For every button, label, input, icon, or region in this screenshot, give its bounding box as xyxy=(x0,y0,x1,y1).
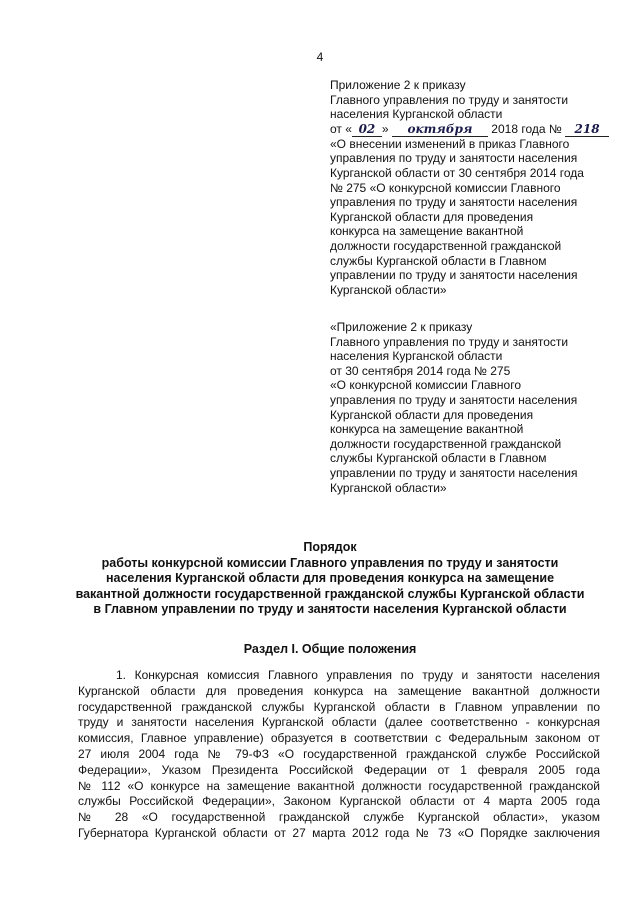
appendix-line: «Приложение 2 к приказу xyxy=(330,320,473,334)
appendix-line: конкурса на замещение вакантной xyxy=(330,422,524,437)
title-line: в Главном управлении по труду и занятости населения Курганской области xyxy=(93,602,567,616)
appendix-line: Курганской области для проведения xyxy=(330,407,534,422)
appendix-line: населения Курганской области xyxy=(330,107,503,122)
appendix-line: «О внесении изменений в приказ Главного xyxy=(330,136,570,151)
appendix-line: Курганской области от 30 сентября 2014 года xyxy=(330,165,584,180)
appendix-line: службы Курганской области в Главном xyxy=(330,451,547,466)
title-heading: Порядок xyxy=(303,540,357,554)
paragraph-line: Федерации», Указом Президента Российской Федерации от 1 февраля 2005 года xyxy=(78,762,600,777)
paragraph-line: 1. Конкурсная комиссия Главного управления по труду и занятости населения xyxy=(116,668,600,682)
appendix-line: от 30 сентября 2014 года № 275 xyxy=(330,363,511,378)
section-heading: Раздел I. Общие положения xyxy=(243,642,417,656)
appendix-line: населения Курганской области xyxy=(330,349,503,364)
appendix-current-order xyxy=(330,78,600,297)
appendix-line: должности государственной гражданской xyxy=(330,436,562,451)
handwritten-order-number: 218 xyxy=(565,123,609,137)
appendix-line: управления по труду и занятости населения xyxy=(330,392,578,407)
paragraph-line: № 28 «О государственной гражданской службе Курганской области», указом xyxy=(78,810,600,825)
handwritten-day: 02 xyxy=(352,123,382,137)
paragraph-line: № 112 «О конкурсе на замещение вакантной должности государственной гражданской xyxy=(78,778,600,793)
appendix-line: Главного управления по труду и занятости xyxy=(330,334,569,349)
paragraph-line: службы Российской Федерации», Законом Курганской области от 4 марта 2005 года xyxy=(78,794,600,809)
appendix-line: Курганской области для проведения xyxy=(330,209,534,224)
paragraph-line: комиссия, Главное управление) образуется в соответствии с Федеральным законом от xyxy=(78,731,600,746)
title-line: вакантной должности государственной гражданской службы Курганской области xyxy=(75,586,585,601)
appendix-line: управлении по труду и занятости населения xyxy=(330,465,578,480)
appendix-line: № 275 «О конкурсной комиссии Главного xyxy=(330,180,561,195)
paragraph-line: государственной гражданской службы Курганской области в Главном управлении по xyxy=(78,699,600,714)
date-suffix: 2018 года № xyxy=(491,121,562,136)
appendix-line: конкурса на замещение вакантной xyxy=(330,224,524,239)
appendix-line: управления по труду и занятости населения xyxy=(330,195,578,210)
paragraph-line: 27 июля 2004 года № 79-ФЗ «О государственной гражданской службе Российской xyxy=(78,746,600,761)
date-mid: » xyxy=(381,121,389,136)
appendix-line: службы Курганской области в Главном xyxy=(330,253,547,268)
appendix-original-order xyxy=(330,320,600,495)
appendix-line: управления по труду и занятости населения xyxy=(330,151,578,166)
appendix-line: Приложение 2 к приказу xyxy=(330,78,466,92)
appendix-line: управлении по труду и занятости населения xyxy=(330,268,578,283)
appendix-line: должности государственной гражданской xyxy=(330,238,562,253)
title-line: населения Курганской области для проведения конкурса на замещение xyxy=(105,571,555,585)
handwritten-month: октября xyxy=(392,123,488,137)
order-date-line xyxy=(330,122,600,137)
paragraph-line: Курганской области для проведения конкурса на замещение вакантной должности xyxy=(78,683,600,698)
appendix-line: «О конкурсной комиссии Главного xyxy=(330,378,522,393)
appendix-line: Главного управления по труду и занятости xyxy=(330,92,569,107)
section-paragraph xyxy=(78,668,600,842)
document-title xyxy=(60,540,600,618)
appendix-line: Курганской области» xyxy=(330,282,447,297)
title-line: работы конкурсной комиссии Главного управления по труду и занятости xyxy=(101,555,559,570)
page-number: 4 xyxy=(316,50,324,64)
paragraph-line: Губернатора Курганской области от 27 марта 2012 года № 73 «О Порядке заключения xyxy=(78,825,600,840)
paragraph-line: труду и занятости населения Курганской области (далее соответственно - конкурсная xyxy=(78,715,600,730)
date-prefix: от « xyxy=(330,121,352,136)
appendix-line: Курганской области» xyxy=(330,480,447,495)
